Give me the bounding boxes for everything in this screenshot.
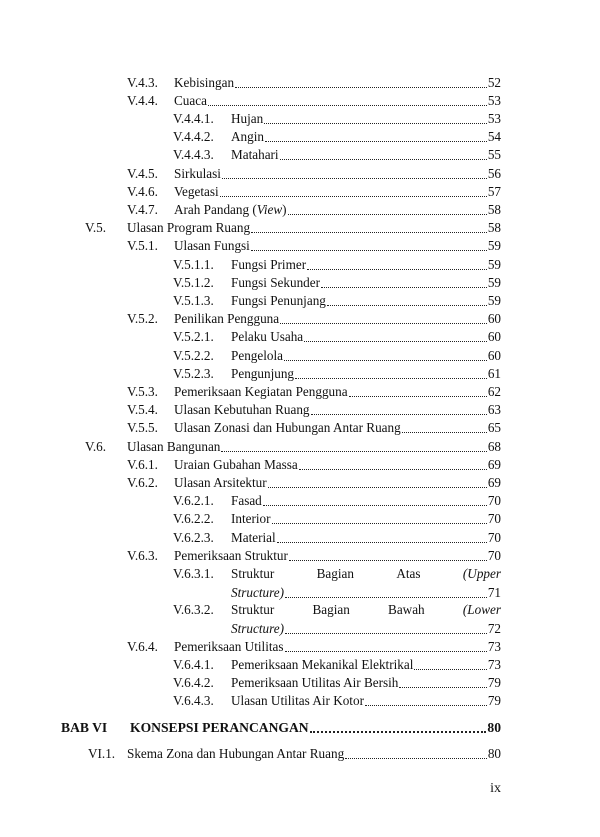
toc-entry [173, 492, 501, 510]
toc-entry-line-2 [231, 620, 501, 638]
entry-title: Material [231, 530, 276, 545]
entry-page: 53 [487, 111, 501, 126]
entry-title: Pemeriksaan Utilitas [174, 639, 284, 654]
entry-page: 70 [487, 493, 501, 508]
dot-leader [235, 87, 487, 88]
entry-number: V.6. [85, 439, 107, 454]
toc-entry [127, 456, 501, 474]
entry-title: Interior [231, 511, 271, 526]
entry-title: Fungsi Sekunder [231, 275, 321, 290]
entry-title: Pelaku Usaha [231, 329, 304, 344]
entry-number: V.4.4.2. [173, 129, 214, 144]
entry-number: V.5.2.2. [173, 348, 214, 363]
dot-leader [222, 178, 487, 179]
toc-entry [127, 474, 501, 492]
entry-number: V.6.1. [127, 457, 158, 472]
entry-number: V.4.7. [127, 202, 158, 217]
entry-number: V.5.1.3. [173, 293, 214, 308]
toc-entry [173, 292, 501, 310]
entry-number: V.6.4.2. [173, 675, 214, 690]
entry-page: 53 [487, 93, 501, 108]
entry-title: Pemeriksaan Struktur [174, 548, 288, 563]
dot-leader [345, 758, 487, 759]
entry-number: V.6.3.1. [173, 566, 214, 581]
entry-title: Ulasan Utilitas Air Kotor [231, 693, 364, 708]
toc-entry [127, 165, 501, 183]
dot-leader [280, 159, 487, 160]
entry-page: 56 [487, 166, 501, 181]
entry-page: 80 [487, 720, 501, 735]
entry-title: Ulasan Kebutuhan Ruang [174, 402, 310, 417]
dot-leader [365, 705, 487, 706]
toc-entry [173, 365, 501, 383]
entry-title: Fungsi Penunjang [231, 293, 326, 308]
entry-number: V.5.2.1. [173, 329, 214, 344]
entry-title: Ulasan Program Ruang [127, 220, 251, 235]
title-word: Bawah [388, 602, 425, 617]
toc-entry [127, 383, 501, 401]
chapter-title: KONSEPSI PERANCANGAN [130, 720, 309, 735]
entry-title: Kebisingan [174, 75, 235, 90]
entry-page: 79 [487, 693, 501, 708]
entry-number: V.5.2. [127, 311, 158, 326]
toc-entry [173, 347, 501, 365]
dot-leader [208, 105, 487, 106]
entry-page: 68 [487, 439, 501, 454]
dot-leader [402, 432, 487, 433]
dot-leader [284, 360, 487, 361]
entry-number: V.5.4. [127, 402, 158, 417]
toc-entry [127, 74, 501, 92]
dot-leader [251, 250, 487, 251]
dot-leader [280, 323, 487, 324]
entry-title: Vegetasi [174, 184, 219, 199]
entry-title: Pemeriksaan Kegiatan Pengguna [174, 384, 348, 399]
entry-title: Arah Pandang (View) [174, 202, 287, 217]
entry-page: 70 [487, 511, 501, 526]
dot-leader [272, 523, 487, 524]
entry-page: 73 [487, 639, 501, 654]
entry-title: Skema Zona dan Hubungan Antar Ruang [127, 746, 345, 761]
entry-title [231, 565, 501, 583]
entry-page: 59 [487, 293, 501, 308]
dot-leader [327, 305, 487, 306]
entry-number: V.6.3. [127, 548, 158, 563]
page-number: ix [490, 781, 501, 796]
entry-page: 58 [487, 220, 501, 235]
entry-title: Pemeriksaan Utilitas Air Bersih [231, 675, 399, 690]
italic-term: View [256, 202, 283, 217]
entry-page: 57 [487, 184, 501, 199]
entry-number: V.6.2.3. [173, 530, 214, 545]
entry-page: 73 [487, 657, 501, 672]
entry-number: V.4.5. [127, 166, 158, 181]
entry-title [231, 601, 501, 619]
entry-page: 59 [487, 275, 501, 290]
entry-number: V.4.6. [127, 184, 158, 199]
title-word: Struktur [231, 602, 275, 617]
entry-title: Ulasan Arsitektur [174, 475, 267, 490]
entry-page: 70 [487, 548, 501, 563]
entry-page: 71 [487, 585, 501, 600]
entry-title: Cuaca [174, 93, 207, 108]
entry-number: V.6.4. [127, 639, 158, 654]
entry-title: Matahari [231, 147, 279, 162]
entry-title: Ulasan Fungsi [174, 238, 250, 253]
dot-leader [414, 669, 486, 670]
entry-number: V.5.3. [127, 384, 158, 399]
entry-page: 60 [487, 329, 501, 344]
entry-title: Ulasan Zonasi dan Hubungan Antar Ruang [174, 420, 401, 435]
toc-entry [127, 401, 501, 419]
dot-leader [310, 731, 487, 733]
dot-leader [263, 505, 487, 506]
dot-leader [299, 469, 487, 470]
entry-page: 69 [487, 457, 501, 472]
toc-entry [173, 146, 501, 164]
entry-page: 60 [487, 348, 501, 363]
toc-entry [85, 219, 501, 237]
toc-entry [127, 92, 501, 110]
entry-page: 61 [487, 366, 501, 381]
dot-leader [251, 232, 487, 233]
entry-page: 52 [487, 75, 501, 90]
title-word: (Lower [462, 602, 501, 617]
dot-leader [307, 269, 487, 270]
entry-title: Hujan [231, 111, 264, 126]
title-word: Struktur [231, 566, 275, 581]
entry-page: 55 [487, 147, 501, 162]
dot-leader [304, 341, 487, 342]
toc-entry-line-1 [173, 601, 501, 619]
entry-title: Penilikan Pengguna [174, 311, 280, 326]
dot-leader [399, 687, 486, 688]
entry-number: V.6.2.1. [173, 493, 214, 508]
entry-page: 80 [487, 746, 501, 761]
entry-number: V.4.4.3. [173, 147, 214, 162]
toc-entry [127, 201, 501, 219]
entry-number: V.6.2. [127, 475, 158, 490]
entry-page: 58 [487, 202, 501, 217]
dot-leader [285, 651, 487, 652]
entry-title: Pengunjung [231, 366, 295, 381]
entry-number: V.4.3. [127, 75, 158, 90]
entry-title: Fasad [231, 493, 262, 508]
title-word: (Upper [462, 566, 501, 581]
entry-page: 70 [487, 530, 501, 545]
dot-leader [285, 633, 487, 634]
toc-entry [88, 745, 501, 763]
entry-title-continued: Structure) [231, 585, 284, 600]
entry-number: V.5.1.2. [173, 275, 214, 290]
entry-title: Pengelola [231, 348, 284, 363]
dot-leader [277, 542, 487, 543]
dot-leader [295, 378, 487, 379]
entry-page: 63 [487, 402, 501, 417]
toc-entry [173, 110, 501, 128]
entry-page: 54 [487, 129, 501, 144]
entry-page: 69 [487, 475, 501, 490]
entry-number: V.6.3.2. [173, 602, 214, 617]
entry-title: Uraian Gubahan Massa [174, 457, 298, 472]
entry-title: Ulasan Bangunan [127, 439, 221, 454]
entry-title: Angin [231, 129, 264, 144]
toc-entry [127, 419, 501, 437]
dot-leader [268, 487, 487, 488]
entry-page: 65 [487, 420, 501, 435]
dot-leader [288, 214, 487, 215]
toc-entry [127, 638, 501, 656]
title-word: Bagian [312, 602, 350, 617]
title-word: Bagian [316, 566, 354, 581]
toc-entry [173, 656, 501, 674]
toc-entry [173, 274, 501, 292]
toc-entry [127, 183, 501, 201]
toc-entry [173, 674, 501, 692]
entry-number: V.5.5. [127, 420, 158, 435]
entry-title-continued: Structure) [231, 621, 284, 636]
toc-entry-line-2 [231, 584, 501, 602]
entry-number: V.4.4.1. [173, 111, 214, 126]
toc-chapter-entry [61, 719, 501, 737]
toc-entry-line-1 [173, 565, 501, 583]
toc-entry [173, 529, 501, 547]
toc-entry [173, 128, 501, 146]
dot-leader [264, 123, 487, 124]
entry-number: V.6.4.3. [173, 693, 214, 708]
entry-number: V.5.2.3. [173, 366, 214, 381]
dot-leader [311, 414, 487, 415]
entry-number: V.5.1.1. [173, 257, 214, 272]
toc-entry [173, 256, 501, 274]
entry-number: V.4.4. [127, 93, 158, 108]
toc-entry [127, 237, 501, 255]
toc-entry [173, 510, 501, 528]
toc-entry [127, 547, 501, 565]
entry-page: 72 [487, 621, 501, 636]
dot-leader [285, 597, 487, 598]
entry-page: 62 [487, 384, 501, 399]
entry-title: Pemeriksaan Mekanikal Elektrikal [231, 657, 414, 672]
chapter-number: BAB VI [61, 720, 108, 735]
dot-leader [289, 560, 487, 561]
dot-leader [221, 451, 486, 452]
entry-number: V.5.1. [127, 238, 158, 253]
dot-leader [349, 396, 487, 397]
entry-title: Sirkulasi [174, 166, 221, 181]
toc-entry [173, 692, 501, 710]
entry-page: 59 [487, 257, 501, 272]
dot-leader [265, 141, 487, 142]
entry-title: Fungsi Primer [231, 257, 307, 272]
entry-number: V.5. [85, 220, 107, 235]
toc-entry [85, 438, 501, 456]
title-word: Atas [396, 566, 421, 581]
dot-leader [220, 196, 487, 197]
entry-page: 79 [487, 675, 501, 690]
entry-number: VI.1. [88, 746, 116, 761]
toc-entry [173, 328, 501, 346]
entry-page: 60 [487, 311, 501, 326]
entry-number: V.6.2.2. [173, 511, 214, 526]
entry-number: V.6.4.1. [173, 657, 214, 672]
dot-leader [321, 287, 487, 288]
toc-entry [127, 310, 501, 328]
entry-page: 59 [487, 238, 501, 253]
